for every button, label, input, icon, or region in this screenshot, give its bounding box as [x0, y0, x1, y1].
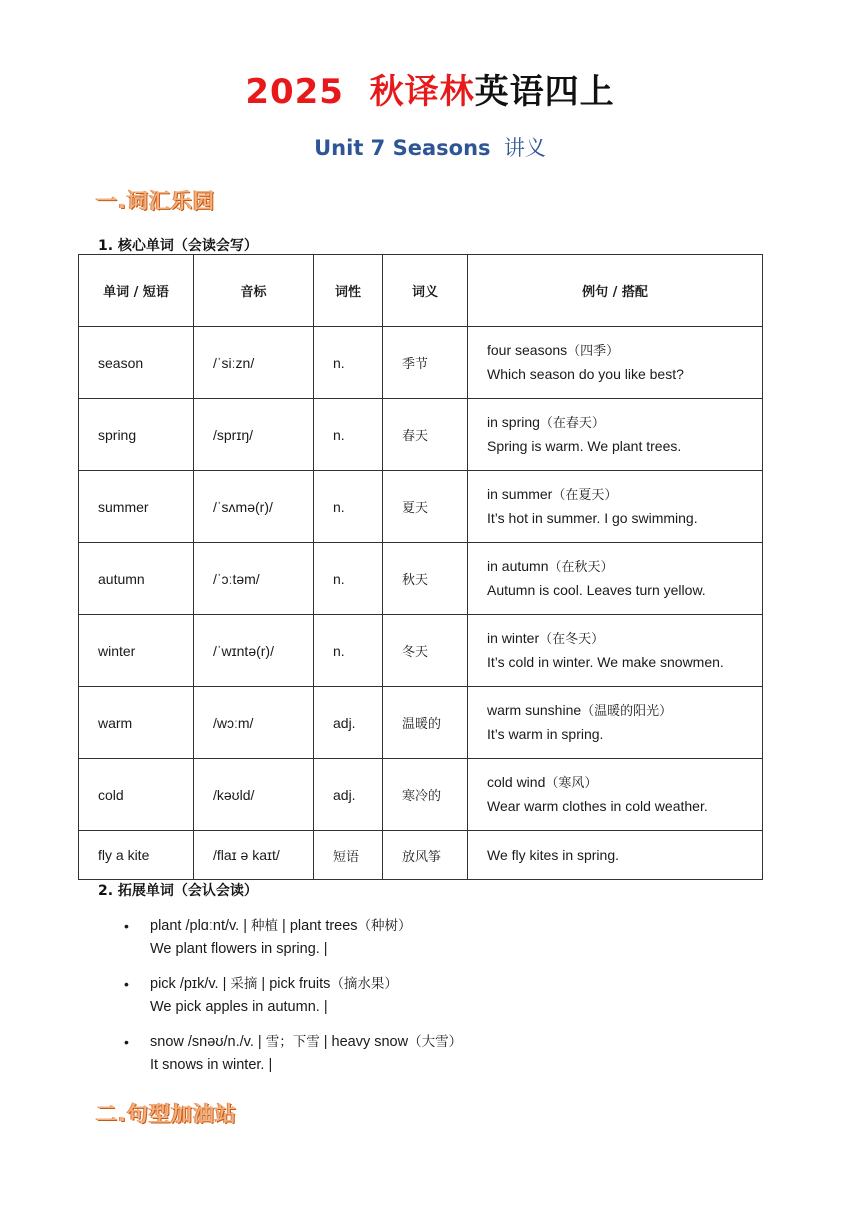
example-sentence: It’s cold in winter. We make snowmen. — [487, 654, 724, 670]
ext-word: snow /snəʊ/n./v. | — [150, 1034, 266, 1050]
table-row — [79, 759, 763, 831]
example-phrase-cn: （在秋天） — [548, 560, 614, 575]
list-item — [124, 973, 462, 1019]
ext-meaning: 种植 — [251, 918, 279, 934]
ext-phrase: | pick fruits — [257, 976, 331, 992]
table-row — [79, 327, 763, 399]
cell-meaning: 季节 — [383, 327, 468, 399]
cell-word: cold — [79, 759, 194, 831]
cell-meaning: 放风筝 — [383, 831, 468, 880]
core-words-heading: 1. 核心单词（会读会写） — [98, 238, 258, 254]
table-row — [79, 615, 763, 687]
example-phrase: in winter — [487, 630, 540, 646]
ext-phrase-cn: （种树） — [357, 918, 412, 934]
example-sentence: It’s hot in summer. I go swimming. — [487, 510, 698, 526]
ext-phrase-cn: （大雪） — [408, 1034, 463, 1050]
subtitle-cn: 讲义 — [503, 136, 546, 160]
example-phrase-cn: （在春天） — [539, 416, 605, 431]
cell-example — [468, 831, 763, 880]
example-sentence: Autumn is cool. Leaves turn yellow. — [487, 582, 706, 598]
table-header-row — [79, 255, 763, 327]
example-phrase-cn: （寒风） — [545, 776, 598, 791]
header-phonetic: 音标 — [194, 255, 314, 327]
ext-meaning: 采摘 — [230, 976, 258, 992]
example-phrase: in summer — [487, 486, 553, 502]
cell-meaning: 春天 — [383, 399, 468, 471]
cell-meaning: 夏天 — [383, 471, 468, 543]
example-sentence: Wear warm clothes in cold weather. — [487, 798, 708, 814]
example-sentence: Which season do you like best? — [487, 366, 684, 382]
cell-example — [468, 759, 763, 831]
extended-words-list — [124, 915, 462, 1089]
cell-meaning: 冬天 — [383, 615, 468, 687]
cell-pos: adj. — [314, 687, 383, 759]
cell-example — [468, 327, 763, 399]
example-phrase: in spring — [487, 414, 540, 430]
cell-pos: n. — [314, 471, 383, 543]
cell-pos: adj. — [314, 759, 383, 831]
title-rest: 英语四上 — [474, 72, 615, 112]
cell-word: fly a kite — [79, 831, 194, 880]
extended-words-heading: 2. 拓展单词（会认会读） — [98, 883, 258, 899]
example-phrase: cold wind — [487, 774, 546, 790]
header-pos: 词性 — [314, 255, 383, 327]
ext-example: We plant flowers in spring. | — [150, 941, 328, 957]
subtitle-unit: Unit 7 Seasons — [314, 136, 491, 160]
cell-phonetic: /ˈsiːzn/ — [194, 327, 314, 399]
ext-phrase: | plant trees — [278, 918, 358, 934]
bullet-icon: • — [124, 918, 129, 934]
example-phrase-cn: （在冬天） — [539, 632, 605, 647]
table-row — [79, 399, 763, 471]
cell-word: summer — [79, 471, 194, 543]
cell-meaning: 温暖的 — [383, 687, 468, 759]
example-phrase: four seasons — [487, 342, 568, 358]
ext-meaning: 雪；下雪 — [265, 1034, 320, 1050]
example-phrase-cn: （四季） — [567, 344, 620, 359]
cell-word: season — [79, 327, 194, 399]
table-row — [79, 471, 763, 543]
table-row — [79, 831, 763, 880]
ext-phrase-cn: （摘水果） — [330, 976, 398, 992]
example-sentence: We fly kites in spring. — [487, 846, 620, 863]
header-meaning: 词义 — [383, 255, 468, 327]
cell-example — [468, 399, 763, 471]
cell-phonetic: /sprɪŋ/ — [194, 399, 314, 471]
cell-meaning: 寒冷的 — [383, 759, 468, 831]
section-heading-sentences: 二.句型加油站 — [96, 1102, 237, 1126]
document-title — [0, 64, 860, 113]
ext-example: We pick apples in autumn. | — [150, 999, 328, 1015]
cell-word: warm — [79, 687, 194, 759]
cell-example — [468, 687, 763, 759]
cell-meaning: 秋天 — [383, 543, 468, 615]
title-publisher: 秋译林 — [369, 72, 475, 112]
cell-phonetic: /ˈwɪntə(r)/ — [194, 615, 314, 687]
vocabulary-table — [78, 254, 763, 880]
cell-pos: n. — [314, 615, 383, 687]
cell-pos: 短语 — [314, 831, 383, 880]
ext-example: It snows in winter. | — [150, 1057, 273, 1073]
cell-word: winter — [79, 615, 194, 687]
cell-example — [468, 615, 763, 687]
cell-phonetic: /ˈɔːtəm/ — [194, 543, 314, 615]
list-item — [124, 1031, 462, 1077]
header-example: 例句 / 搭配 — [468, 255, 763, 327]
table-row — [79, 543, 763, 615]
section-heading-vocabulary: 一.词汇乐园 — [96, 189, 215, 213]
cell-phonetic: /ˈsʌmə(r)/ — [194, 471, 314, 543]
cell-phonetic: /wɔːm/ — [194, 687, 314, 759]
title-year: 2025 — [245, 72, 344, 112]
ext-word: plant /plɑːnt/v. | — [150, 918, 252, 934]
list-item — [124, 915, 462, 961]
example-sentence: It’s warm in spring. — [487, 726, 604, 742]
document-subtitle — [0, 132, 860, 162]
table-row — [79, 687, 763, 759]
cell-phonetic: /kəʊld/ — [194, 759, 314, 831]
header-word: 单词 / 短语 — [79, 255, 194, 327]
bullet-icon: • — [124, 1034, 129, 1050]
example-phrase: in autumn — [487, 558, 549, 574]
example-phrase-cn: （温暖的阳光） — [581, 704, 673, 719]
cell-pos: n. — [314, 399, 383, 471]
example-phrase-cn: （在夏天） — [552, 488, 618, 503]
cell-pos: n. — [314, 543, 383, 615]
cell-phonetic: /flaɪ ə kaɪt/ — [194, 831, 314, 880]
cell-word: spring — [79, 399, 194, 471]
cell-word: autumn — [79, 543, 194, 615]
example-phrase: warm sunshine — [487, 702, 582, 718]
ext-phrase: | heavy snow — [319, 1034, 409, 1050]
bullet-icon: • — [124, 976, 129, 992]
cell-pos: n. — [314, 327, 383, 399]
cell-example — [468, 543, 763, 615]
example-sentence: Spring is warm. We plant trees. — [487, 438, 682, 454]
cell-example — [468, 471, 763, 543]
ext-word: pick /pɪk/v. | — [150, 976, 231, 992]
